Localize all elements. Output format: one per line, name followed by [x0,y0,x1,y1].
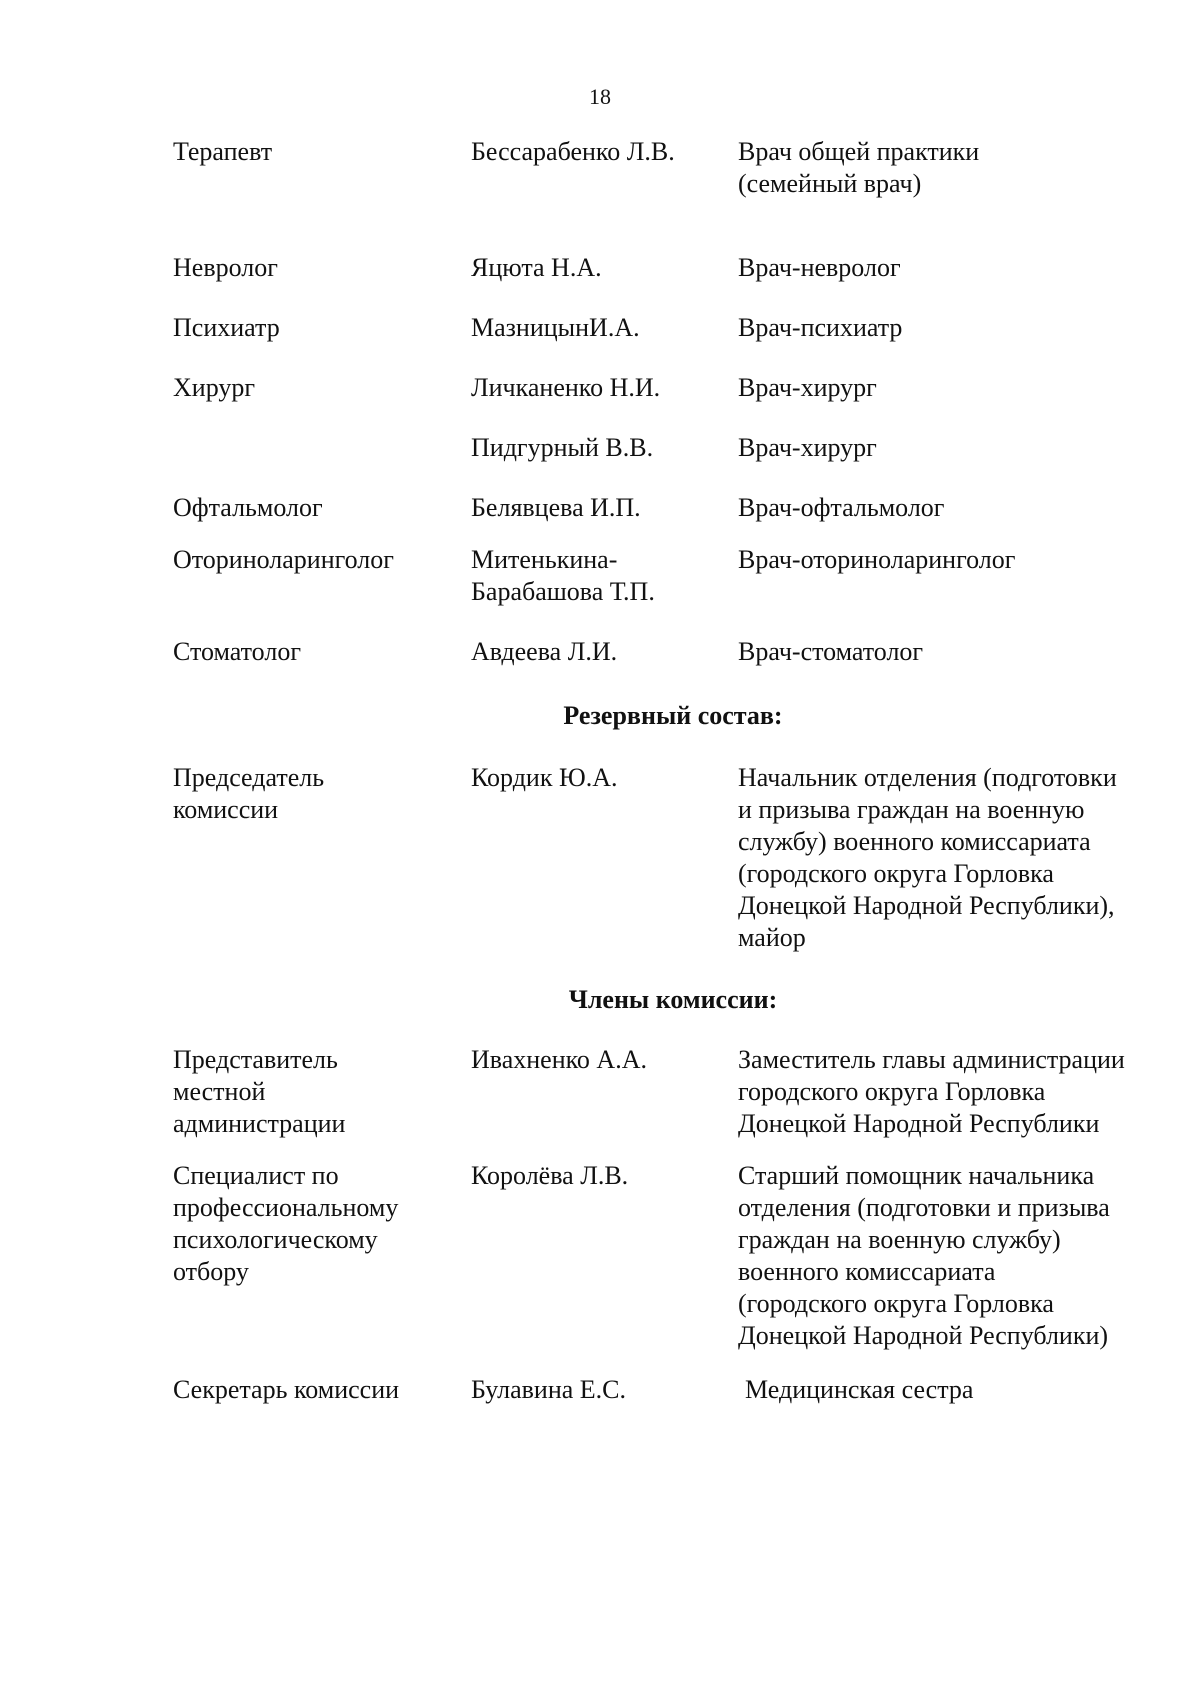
position-cell-line: Врач-хирург [738,373,877,402]
table-row [173,762,1173,954]
position-cell-line: Донецкой Народной Республики) [738,1321,1109,1350]
role-cell-line: Терапевт [173,137,273,166]
role-cell-line: Секретарь комиссии [173,1375,400,1404]
position-cell-line: Врач общей практики [738,137,980,166]
position-cell-line: (городского округа Горловка [738,859,1054,888]
role-cell-line: администрации [173,1109,346,1138]
commission-members-list [173,1044,1173,1406]
role-cell-line: местной [173,1077,266,1106]
position-cell-line: Врач-невролог [738,253,901,282]
position-cell-line: отделения (подготовки и призыва [738,1193,1110,1222]
page-number: 18 [589,84,611,109]
table-row [173,636,1173,668]
role-cell [173,762,471,954]
role-cell-line: Хирург [173,373,256,402]
position-cell [738,1044,1168,1140]
position-cell-line: граждан на военную службу) [738,1225,1061,1254]
position-cell-line: Врач-хирург [738,433,877,462]
position-cell [738,636,1168,668]
role-cell-line: Офтальмолог [173,493,323,522]
table-row [173,1160,1173,1352]
role-cell [173,636,471,668]
table-row [173,252,1173,284]
name-cell [471,544,738,608]
table-row [173,372,1173,404]
position-cell-line: (семейный врач) [738,169,922,198]
position-cell-line: Врач-психиатр [738,313,903,342]
name-cell [471,492,738,524]
role-cell [173,1044,471,1140]
commission-list [173,136,1173,1406]
name-cell-line: Митенькина- [471,545,618,574]
table-row [173,432,1173,464]
position-cell [738,432,1168,464]
name-cell-line: Личканенко Н.И. [471,373,661,402]
name-cell-line: Кордик Ю.А. [471,763,618,792]
name-cell [471,762,738,954]
position-cell-line: военного комиссариата [738,1257,996,1286]
position-cell-line: Врач-стоматолог [738,637,924,666]
table-row [173,1374,1173,1406]
name-cell-line: Яцюта Н.А. [471,253,602,282]
name-cell [471,636,738,668]
role-cell [173,312,471,344]
position-cell [738,544,1168,608]
name-cell-line: Белявцева И.П. [471,493,641,522]
role-cell [173,432,471,464]
role-cell [173,492,471,524]
name-cell [471,1160,738,1352]
name-cell [471,1374,738,1406]
position-cell-line: и призыва граждан на военную [738,795,1085,824]
role-cell-line: профессиональному [173,1193,399,1222]
role-cell-line: Председатель [173,763,325,792]
role-cell [173,1160,471,1352]
role-cell [173,372,471,404]
role-cell-line: Стоматолог [173,637,301,666]
table-row [173,1044,1173,1140]
position-cell-line: Врач-офтальмолог [738,493,945,522]
position-cell [738,492,1168,524]
position-cell-line: городского округа Горловка [738,1077,1046,1106]
position-cell-line: Начальник отделения (подготовки [738,763,1117,792]
position-cell [738,136,1168,200]
reserve-heading: Резервный состав: [563,701,783,730]
position-cell-line: службу) военного комиссариата [738,827,1091,856]
position-cell-line: (городского округа Горловка [738,1289,1054,1318]
reserve-members-list [173,762,1173,954]
name-cell-line: Авдеева Л.И. [471,637,618,666]
name-cell-line: Бессарабенко Л.В. [471,137,675,166]
position-cell [738,1374,1168,1406]
name-cell [471,372,738,404]
main-members-list [173,136,1173,668]
role-cell-line: Представитель [173,1045,338,1074]
name-cell-line: Пидгурный В.В. [471,433,654,462]
position-cell [738,1160,1168,1352]
role-cell-line: отбору [173,1257,249,1286]
position-cell-line: Врач-оториноларинголог [738,545,1016,574]
position-cell-line: Старший помощник начальника [738,1161,1095,1190]
position-cell-line: Заместитель главы администрации [738,1045,1125,1074]
role-cell-line: психологическому [173,1225,378,1254]
role-cell-line: Невролог [173,253,278,282]
name-cell [471,312,738,344]
position-cell [738,252,1168,284]
table-row [173,544,1173,608]
role-cell-line: Оториноларинголог [173,545,394,574]
position-cell-line: Донецкой Народной Республики [738,1109,1100,1138]
position-cell-line: Медицинская сестра [745,1375,974,1404]
name-cell [471,136,738,200]
table-row [173,136,1173,200]
role-cell-line: Специалист по [173,1161,339,1190]
table-row [173,312,1173,344]
position-cell [738,372,1168,404]
name-cell [471,432,738,464]
position-cell [738,312,1168,344]
name-cell-line: Булавина Е.С. [471,1375,627,1404]
name-cell-line: Ивахненко А.А. [471,1045,647,1074]
name-cell-line: Королёва Л.В. [471,1161,629,1190]
name-cell-line: МазницынИ.А. [471,313,640,342]
position-cell [738,762,1168,954]
role-cell [173,544,471,608]
role-cell-line: комиссии [173,795,279,824]
members-heading: Члены комиссии: [568,985,778,1014]
role-cell-line: Психиатр [173,313,280,342]
name-cell [471,1044,738,1140]
table-row [173,492,1173,524]
name-cell-line: Барабашова Т.П. [471,577,655,606]
name-cell [471,252,738,284]
position-cell-line: майор [738,923,806,952]
role-cell [173,1374,471,1406]
role-cell [173,136,471,200]
role-cell [173,252,471,284]
position-cell-line: Донецкой Народной Республики), [738,891,1115,920]
